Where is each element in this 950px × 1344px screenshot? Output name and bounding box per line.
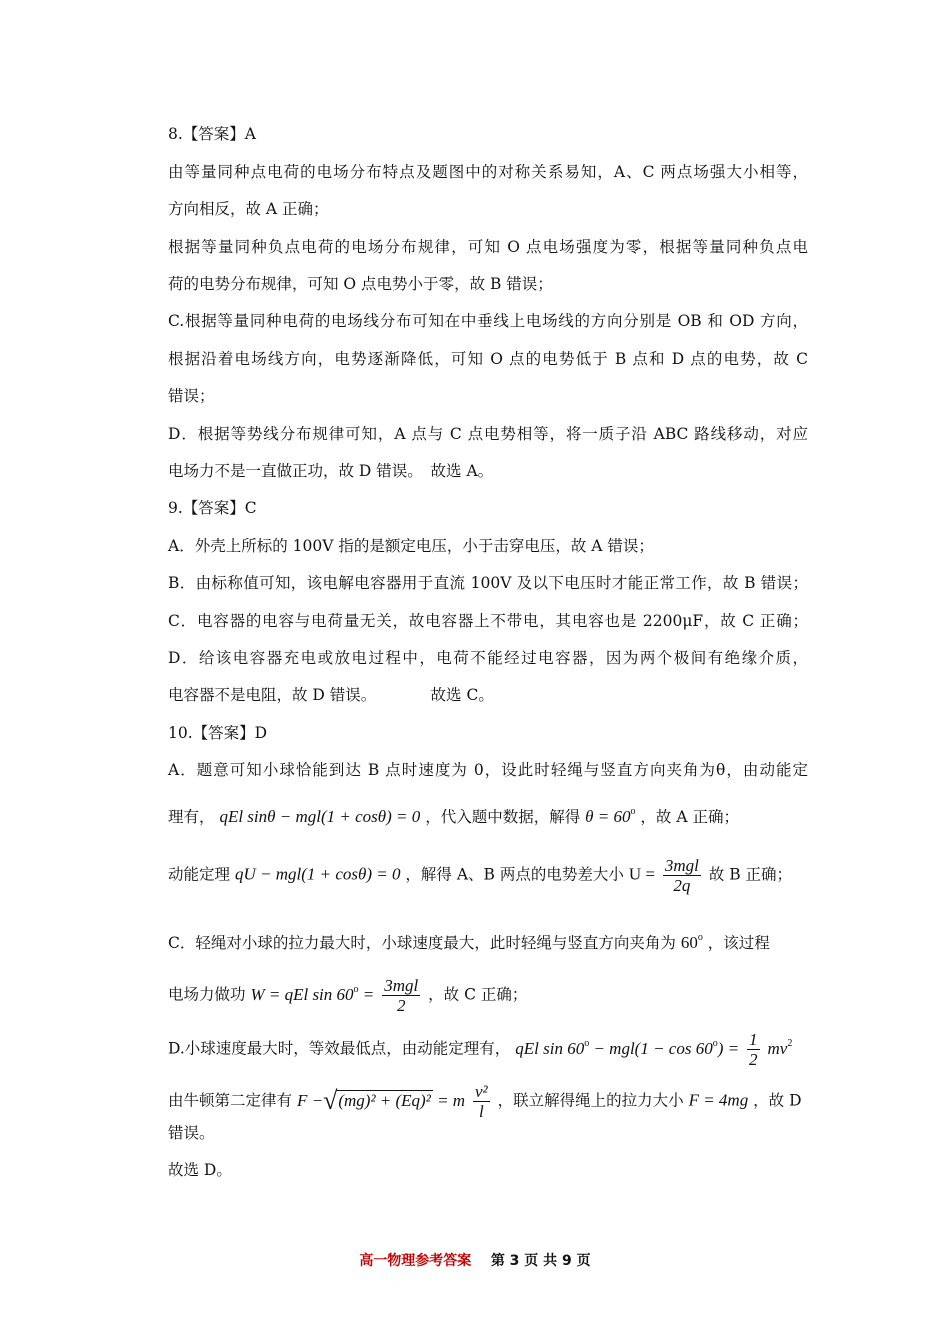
half-fraction: $\frac{1}{2}$	[749, 1030, 758, 1069]
answer-8-line: 根据沿着电场线方向，电势逐渐降低，可知 O 点的电势低于 B 点和 D 点的电势，故 C	[168, 350, 808, 368]
tension-result: F = 4mg	[688, 1090, 749, 1110]
energy-equation-u: qU − mgl(1 + cosθ) = 0	[234, 864, 401, 884]
newton-formula: F −√(mg)² + (Eq)² = m	[296, 1085, 466, 1115]
work-fraction: $\frac{\text{3mgl}}{2}$	[384, 976, 419, 1015]
answer-10-line: 故选 D。	[168, 1161, 232, 1179]
energy-equation: qEl sinθ − mgl(1 + cosθ) = 0	[219, 807, 421, 826]
answer-8-line: 方向相反，故 A 正确；	[168, 200, 329, 218]
answer-9-line: 电容器不是电阻，故 D 错误。 故选 C。	[168, 686, 494, 704]
answer-8-line: 错误；	[168, 387, 215, 405]
answer-10-line: 由牛顿第二定律有 F −√(mg)² + (Eq)² = m $\frac{\text{v²}}{l}$ ，联立解得绳上的拉力大小 F = 4mg ，故 D	[168, 1082, 802, 1121]
answer-9-line: A．外壳上所标的 100V 指的是额定电压，小于击穿电压，故 A 错误；	[168, 537, 654, 555]
answer-9-line: B．由标称值可知，该电解电容器用于直流 100V 及以下电压时才能正常工作，故 B 错误；	[168, 574, 808, 592]
voltage-lhs: U =	[628, 864, 655, 884]
page-footer	[0, 1250, 950, 1270]
v2-over-l-fraction: $\frac{\text{v²}}{l}$	[475, 1082, 488, 1121]
footer-title: 高一物理参考答案	[359, 1253, 472, 1269]
angle-value: 60$^o$	[680, 932, 703, 952]
answer-9-line: C．电容器的电容与电荷量无关，故电容器上不带电，其电容也是 2200μF，故 C 正确；	[168, 612, 808, 630]
voltage-fraction: $\frac{\text{3mgl}}{2q}$	[664, 856, 699, 895]
answer-10-line: 电场力做功 W = qEl $\sin 60^o$ = $\frac{\text{3mgl}}{2}$ ，故 C 正确；	[168, 976, 528, 1015]
answer-10-line: 动能定理 qU − mgl(1 + cosθ) = 0 ，解得 A、B 两点的电势差大小 U = $\frac{\text{3mgl}}{2q}$ 故 B 正确；	[168, 856, 793, 895]
answer-8-line: 荷的电势分布规律，可知 O 点电势小于零，故 B 错误；	[168, 275, 553, 293]
answer-9-line: D．给该电容器充电或放电过程中，电荷不能经过电容器，因为两个极间有绝缘介质，	[168, 649, 808, 667]
answer-9-heading: 9.【答案】C	[168, 499, 257, 517]
answer-10-line: 理有， qEl sinθ − mgl(1 + cosθ) = 0 ，代入题中数据，解得 $\theta = 60^o$ ，故 A 正确；	[168, 806, 739, 826]
answer-8-line: C.根据等量同种电荷的电场线分布可知在中垂线上电场线的方向分别是 OB 和 OD 方向，	[168, 312, 808, 330]
answer-10-line: C．轻绳对小球的拉力最大时，小球速度最大，此时轻绳与竖直方向夹角为 60$^o$ ，该过程	[168, 932, 770, 952]
answer-10-line: 错误。	[168, 1124, 215, 1142]
answer-8-line: 根据等量同种负点电荷的电场分布规律，可知 O 点电场强度为零，根据等量同种负点电	[168, 238, 808, 256]
work-formula: W = qEl $\sin 60^o$ =	[250, 983, 375, 1004]
kinetic-term: $mv^2$	[767, 1037, 793, 1058]
answer-10-line: A．题意可知小球恰能到达 B 点时速度为 0，设此时轻绳与竖直方向夹角为θ，由动能定	[168, 761, 808, 779]
footer-page-number: 第 3 页 共 9 页	[490, 1253, 591, 1269]
answer-8-line: 由等量同种点电荷的电场分布特点及题图中的对称关系易知，A、C 两点场强大小相等，	[168, 163, 808, 181]
answer-8-heading: 8.【答案】A	[168, 125, 256, 143]
angle-result: $\theta = 60^o$	[585, 806, 636, 826]
answer-8-line: D．根据等势线分布规律可知，A 点与 C 点电势相等，将一质子沿 ABC 路线移动，对应	[168, 425, 808, 443]
answer-10-line: D.小球速度最大时，等效最低点，由动能定理有， qEl $\sin 60^o - mgl(1 - \cos 60^o)$ = $\frac{1}{2}$ $mv^2$	[168, 1030, 793, 1069]
answer-8-line: 电场力不是一直做正功，故 D 错误。 故选 A。	[168, 462, 494, 480]
energy-equation-max: qEl $\sin 60^o - mgl(1 - \cos 60^o)$ =	[515, 1037, 740, 1058]
answer-10-heading: 10.【答案】D	[168, 724, 268, 742]
